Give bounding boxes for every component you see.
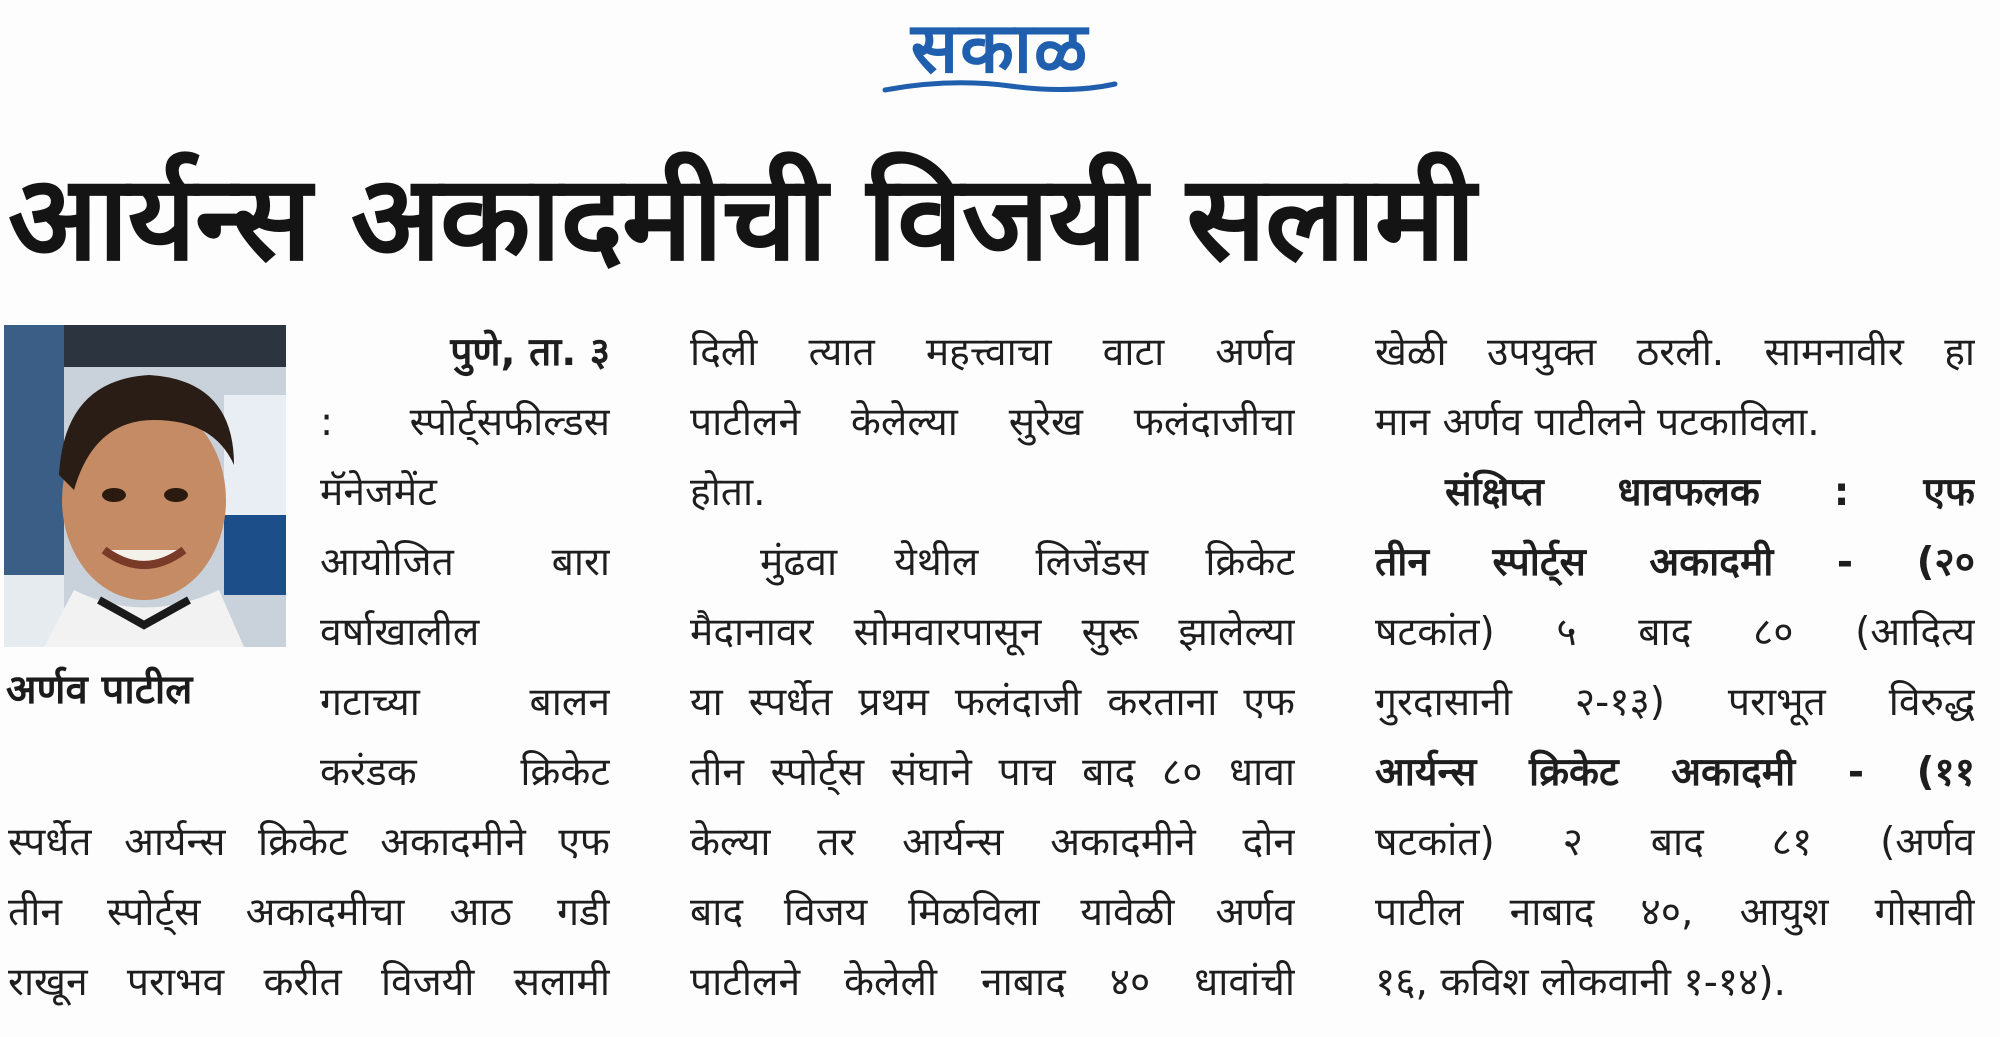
column-2-line: होता. bbox=[690, 470, 766, 515]
scorecard-line: गुरदासानी २-१३) पराभूत विरुद्ध bbox=[1375, 680, 1975, 725]
scorecard-line: १६, कविश लोकवानी १-१४). bbox=[1375, 960, 1786, 1005]
column-2-line: पाटीलने केलेल्या सुरेख फलंदाजीचा bbox=[690, 400, 1295, 445]
column-2-line: पाटीलने केलेली नाबाद ४० धावांची bbox=[690, 960, 1295, 1005]
masthead-name: सकाळ bbox=[910, 6, 1090, 89]
column-2-line: बाद विजय मिळविला यावेळी अर्णव bbox=[690, 890, 1295, 935]
column-1-line: स्पर्धेत आर्यन्स क्रिकेट अकादमीने एफ bbox=[8, 820, 610, 865]
scorecard-line: तीन स्पोर्ट्स अकादमी - (२० bbox=[1375, 540, 1975, 585]
column-2-line: दिली त्यात महत्त्वाचा वाटा अर्णव bbox=[690, 330, 1295, 375]
scorecard-line: आर्यन्स क्रिकेट अकादमी - (११ bbox=[1375, 750, 1975, 795]
masthead-logo bbox=[870, 6, 1130, 102]
column-2-line: मैदानावर सोमवारपासून सुरू झालेल्या bbox=[690, 610, 1295, 655]
column-1-line: आयोजित बारा bbox=[320, 540, 610, 585]
column-3-line: खेळी उपयुक्त ठरली. सामनावीर हा bbox=[1375, 330, 1975, 375]
column-1-line: करंडक क्रिकेट bbox=[320, 750, 610, 795]
column-3-line: मान अर्णव पाटीलने पटकाविला. bbox=[1375, 400, 1820, 445]
photo-caption: अर्णव पाटील bbox=[6, 667, 193, 713]
scorecard-line: षटकांत) २ बाद ८१ (अर्णव bbox=[1375, 820, 1975, 865]
headline: आर्यन्स अकादमीची विजयी सलामी bbox=[8, 149, 1475, 287]
column-1-top bbox=[320, 318, 610, 808]
column-1-line: गटाच्या बालन bbox=[320, 680, 610, 725]
scorecard-line: पाटील नाबाद ४०, आयुश गोसावी bbox=[1375, 890, 1975, 935]
column-3 bbox=[1375, 318, 1975, 1018]
column-2-line: तीन स्पोर्ट्स संघाने पाच बाद ८० धावा bbox=[690, 750, 1295, 795]
column-1-line: : स्पोर्ट्सफील्डस bbox=[320, 400, 610, 445]
dateline: पुणे, ता. ३ bbox=[450, 330, 610, 375]
column-2 bbox=[690, 318, 1295, 1018]
player-photo bbox=[4, 325, 286, 647]
player-portrait-icon bbox=[4, 325, 286, 647]
masthead-swoosh-icon bbox=[880, 76, 1120, 100]
column-2-line: या स्पर्धेत प्रथम फलंदाजी करताना एफ bbox=[690, 680, 1295, 725]
column-2-line: मुंढवा येथील लिजेंडस क्रिकेट bbox=[760, 540, 1295, 585]
scorecard-line: षटकांत) ५ बाद ८० (आदित्य bbox=[1375, 610, 1975, 655]
scorecard-heading: संक्षिप्त धावफलक : एफ bbox=[1445, 470, 1975, 515]
column-2-line: केल्या तर आर्यन्स अकादमीने दोन bbox=[690, 820, 1295, 865]
column-1-line: तीन स्पोर्ट्स अकादमीचा आठ गडी bbox=[8, 890, 610, 935]
column-1-bottom bbox=[8, 808, 610, 1018]
column-1-line: मॅनेजमेंट bbox=[320, 470, 437, 515]
column-1-line: वर्षाखालील bbox=[320, 610, 480, 655]
column-1-line: राखून पराभव करीत विजयी सलामी bbox=[8, 960, 610, 1005]
